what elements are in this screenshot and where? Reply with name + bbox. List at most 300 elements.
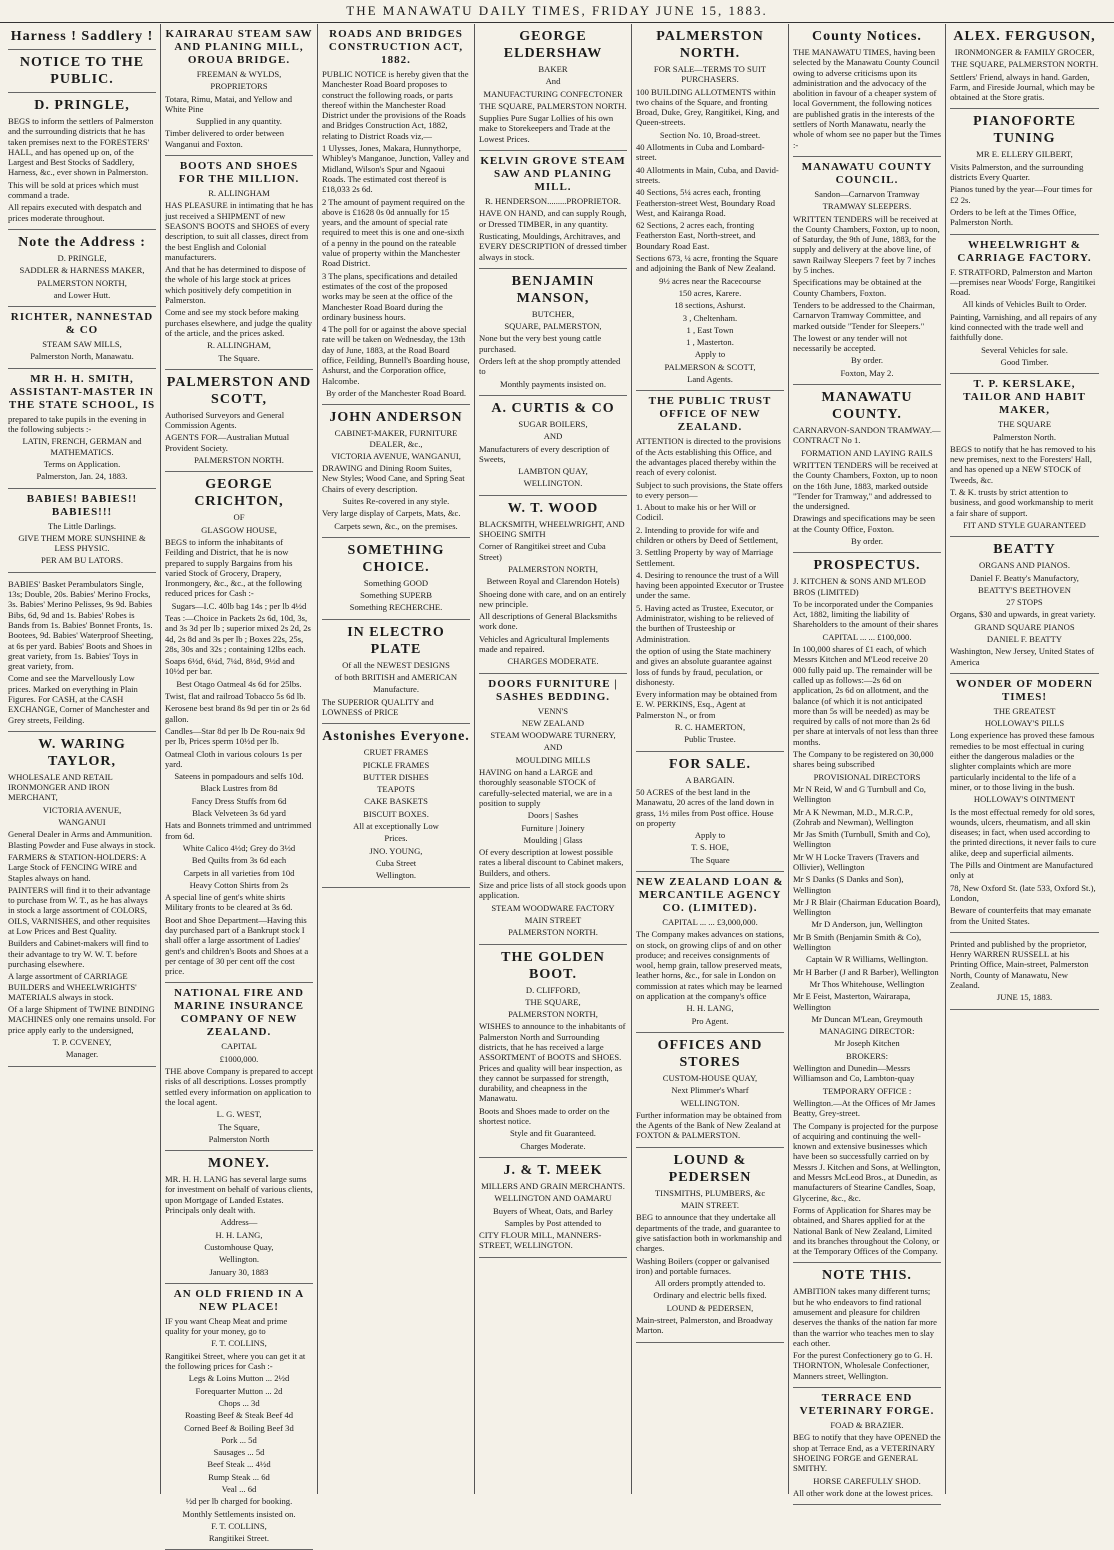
ad-line: Drawings and specifications may be seen at the County Office, Foxton.: [793, 513, 935, 534]
ad-line: SADDLER & HARNESS MAKER,: [19, 265, 145, 276]
ad-line: 62 Sections, 2 acres each, fronting Featherston East, North-street, and Boundary Road East.: [636, 220, 756, 251]
ad-line: 4. Desiring to renounce the trust of a Will having been appointed Executor or Trustee under the same.: [636, 569, 784, 601]
ad-heading: PALMERSTON AND SCOTT,: [166, 374, 312, 407]
advertisement: [8, 732, 156, 1067]
advertisement: [8, 489, 156, 573]
ad-line: SQUARE, PALMERSTON,: [504, 321, 602, 332]
ad-line: IF you want Cheap Meat and prime quality for your money, go to: [165, 1315, 288, 1337]
advertisement: [793, 385, 941, 553]
advertisement: [165, 24, 313, 156]
ad-heading: BENJAMIN MANSON,: [511, 273, 595, 306]
ad-line: Palmerston North: [208, 1133, 270, 1144]
ad-line: JUNE 15, 1883.: [996, 992, 1053, 1003]
ad-heading: OFFICES AND STORES: [657, 1037, 763, 1070]
ad-line: JNO. YOUNG,: [369, 845, 423, 856]
ad-heading: SOMETHING CHOICE.: [347, 542, 445, 575]
ad-line: Totara, Rimu, Matai, and Yellow and White Pine: [165, 93, 293, 114]
ad-heading: GEORGE ELDERSHAW: [503, 29, 603, 61]
ad-line: None but the very best young cattle purchased.: [479, 333, 602, 354]
ad-line: By order.: [851, 355, 883, 366]
ad-line: the option of using the State machinery and gives an absolute guarantee against loss of funds by fraud, peculation, or dishonesty.: [636, 645, 772, 687]
ad-line: BAKER: [538, 64, 568, 74]
ad-line: Palmerston North, Manawatu.: [30, 351, 134, 362]
ad-line: Sugars—I.C. 40lb bag 14s ; per lb 4½d: [171, 600, 307, 611]
ad-line: HAS PLEASURE in intimating that he has just received a SHIPMENT of new SEASON'S BOOTS and SHOES of every description, to suit all classes, direct from the best English and Colonial manufacturers.: [165, 200, 313, 262]
ad-heading: DOORS FURNITURE | SASHES BEDDING.: [488, 677, 618, 703]
advertisement: [950, 24, 1099, 109]
ad-line: Orders left at the shop promptly attended to: [479, 356, 621, 377]
ad-line: The Pills and Ointment are Manufactured only at: [950, 860, 1093, 881]
ad-line: Prices.: [384, 833, 408, 844]
ad-line: 1 , Masterton.: [686, 337, 734, 348]
ad-heading: NOTE THIS.: [822, 1268, 912, 1284]
ad-line: BABIES' Basket Perambulators Single, 13s; Double, 20s. Babies' Merino Frocks, 3s. Babies' Merino Pelisses, 9s 9d. Babies Bibs, 6d, 9d and 1s. Babies' Robes is Bands from 1s. Babies' Bonnet Fronts, 1s. Bootees, 9d. Babies' Waterproof Sheeting, at 6s per yard. Babies' Boots and Shoes in great variety, from 1s. Babies' Toys in great variety, from.: [8, 578, 154, 672]
ad-heading: ROADS AND BRIDGES CONSTRUCTION ACT, 1882.: [328, 28, 464, 66]
ad-line: Apply to: [694, 349, 726, 360]
ad-line: GRAND SQUARE PIANOS: [974, 621, 1075, 632]
ad-line: Main-street, Palmerston, and Broadway Marton.: [636, 1315, 773, 1336]
ad-line: All repairs executed with despatch and prices moderate throughout.: [8, 202, 142, 223]
ad-heading: THE GOLDEN BOOT.: [501, 949, 605, 982]
advertisement: [322, 538, 470, 620]
ad-heading: BOOTS AND SHOES FOR THE MILLION.: [178, 160, 300, 186]
ad-line: Section No. 10, Broad-street.: [659, 129, 761, 140]
advertisement: [636, 391, 784, 751]
ad-line: 40 Allotments in Main, Cuba, and David-streets.: [636, 164, 779, 185]
ad-line: 150 acres, Karere.: [678, 287, 742, 298]
ad-line: Samples by Post attended to: [504, 1217, 602, 1228]
ad-line: Chops ... 3d: [218, 1397, 260, 1408]
ad-line: Every information may be obtained from E. W. PERKINS, Esq., Agent at Palmerston N., or from: [636, 689, 778, 720]
ad-line: WRITTEN TENDERS will be received at the County Chambers, Foxton, up to noon, of Saturday, the 9th of June, 1883, for the supply and delivery at the above line, of sawn Railway Sleepers 7 feet by 7 inches by 5 inches.: [793, 213, 940, 276]
ad-line: HOLLOWAY'S OINTMENT: [973, 794, 1076, 805]
advertisement: [793, 24, 941, 157]
advertisement: [793, 553, 941, 1263]
advertisement: [793, 1263, 941, 1388]
ad-line: Mr W H Locke Travers (Travers and Ollivier), Wellington: [793, 851, 919, 872]
advertisement: [322, 405, 470, 538]
advertisement: [479, 674, 627, 945]
advertisement: [165, 1151, 313, 1284]
ad-line: Size and price lists of all stock goods upon application.: [479, 880, 627, 901]
ad-line: Washing Boilers (copper or galvanised iron) and portable furnaces.: [636, 1255, 770, 1276]
ad-line: Rusticating, Mouldings, Architraves, and EVERY DESCRIPTION of dressed timber always in stock.: [479, 230, 627, 262]
ad-line: £1000,000.: [219, 1053, 259, 1064]
ad-heading: FOR SALE.: [668, 756, 752, 772]
ad-line: Manufacturers of every description of Sweets,: [479, 443, 610, 464]
ad-heading: D. PRINGLE,: [34, 98, 130, 113]
ad-line: A BARGAIN.: [685, 774, 735, 785]
ad-line: T. & K. trusts by strict attention to business, and good workmanship to merit a fair share of support.: [950, 487, 1094, 518]
ad-line: Terms on Application.: [43, 458, 121, 469]
advertisement: [8, 50, 156, 93]
advertisement: [636, 1033, 784, 1148]
column-6: [789, 24, 946, 1498]
ad-line: This will be sold at prices which must command a trade.: [8, 179, 139, 201]
ad-line: PALMERSTON NORTH,: [508, 1009, 598, 1020]
ad-line: FARMERS & STATION-HOLDERS: A Large Stock of FENCING WIRE and Staples always on hand.: [8, 851, 146, 883]
ad-line: Mr Jas Smith (Turnbull, Smith and Co), Wellington: [793, 829, 931, 850]
ad-line: BLACKSMITH, WHEELWRIGHT, AND SHOEING SMITH: [479, 518, 625, 540]
advertisement: [479, 151, 627, 269]
ad-line: Timber delivered to order between Wanganui and Foxton.: [165, 128, 285, 149]
ad-line: Further information may be obtained from the Agents of the Bank of New Zealand at FOXTON & PALMERSTON.: [636, 1109, 782, 1141]
ad-line: Beef Steak ... 4½d: [207, 1459, 271, 1470]
ad-line: Rangitikei Street.: [208, 1533, 270, 1544]
ad-line: MOULDING MILLS: [515, 754, 591, 765]
ad-line: Forequarter Mutton ... 2d: [195, 1385, 283, 1396]
ad-line: ATTENTION is directed to the provisions of the Acts establishing this Office, and the advantages placed thereby within the reach of every colonist.: [636, 436, 781, 478]
ad-line: WELLINGTON.: [680, 1097, 740, 1108]
ad-line: All orders promptly attended to.: [654, 1278, 766, 1289]
ad-line: prepared to take pupils in the evening in the following subjects :-: [8, 413, 147, 435]
ad-line: Twist, flat and railroad Tobacco 5s 6d lb.: [165, 691, 306, 702]
ad-line: General Dealer in Arms and Ammunition. Blasting Powder and Fuse always in stock.: [8, 829, 156, 850]
ad-heading: KAIRARAU STEAM SAW AND PLANING MILL, OROUA BRIDGE.: [165, 28, 313, 66]
ad-heading: MANAWATU COUNTY COUNCIL.: [801, 160, 933, 186]
ad-line: Manufacture.: [372, 684, 420, 695]
advertisement: [636, 24, 784, 391]
ad-line: Forms of Application for Shares may be obtained, and Shares applied for at the National Bank of New Zealand, Limited and its branches throughout the Colony, or at the Temporary Offices of the Company.: [793, 1204, 940, 1257]
ad-line: HAVE ON HAND, and can supply Rough, or Dressed TIMBER, in any quantity.: [479, 208, 627, 229]
ad-line: Captain W R Williams, Wellington.: [806, 954, 928, 965]
ad-line: NEW ZEALAND: [521, 717, 585, 728]
ad-line: Legs & Loins Mutton ... 2½d: [188, 1373, 290, 1384]
ad-line: CAPITAL ... ... £100,000.: [822, 631, 912, 642]
ad-line: TEMPORARY OFFICE :: [822, 1085, 912, 1096]
ad-line: Buyers of Wheat, Oats, and Barley: [493, 1205, 613, 1216]
ad-line: Monthly Settlements insisted on.: [182, 1508, 296, 1519]
ad-heading: JOHN ANDERSON: [329, 410, 463, 426]
ad-line: Style and fit Guaranteed.: [510, 1128, 596, 1139]
ad-line: F. T. COLLINS,: [211, 1520, 267, 1531]
ad-heading: W. T. WOOD: [507, 500, 599, 516]
ad-line: PALMERSTON NORTH,: [37, 277, 127, 288]
advertisement: [479, 396, 627, 496]
ad-line: And that he has determined to dispose of the whole of his large stock at prices which positively defy competition in Palmerston.: [165, 264, 306, 306]
advertisement: [950, 537, 1099, 674]
ad-line: FIT AND STYLE GUARANTEED: [963, 519, 1086, 530]
ad-line: Apply to: [694, 830, 726, 841]
ad-line: FREEMAN & WYLDS,: [196, 69, 282, 79]
ad-line: Visits Palmerston, and the surrounding districts Every Quarter.: [950, 161, 1084, 183]
ad-line: Fancy Dress Stuffs from 6d: [191, 795, 287, 806]
ad-heading: Astonishes Everyone.: [322, 729, 470, 745]
advertisement: [793, 157, 941, 385]
ad-line: CHARGES MODERATE.: [507, 656, 599, 667]
ad-line: Organs, $30 and upwards, in great variety.: [950, 609, 1096, 620]
advertisement: [165, 370, 313, 472]
ad-line: Specifications may be obtained at the County Chambers, Foxton.: [793, 277, 922, 298]
ad-line: The Company makes advances on stations, on stock, on growing clips of and on other produce; and receives consignments of wool, hemp grain, tallow preserved meats, leather horns, &c., for sale in London on commission at rates which may be learned on application at the company's office: [636, 929, 784, 1002]
ad-line: PICKLE FRAMES: [362, 759, 430, 770]
ad-line: Long experience has proved these famous remedies to be most effectual in curing either the dangerous maladies or the slighter complaints which are more particularly incidental to the life of a miner, or to those living in the bush.: [950, 730, 1095, 792]
ad-line: WRITTEN TENDERS will be received at the County Chambers, Foxton, up to noon on the 16th June, 1883, marked outside "Tender for Tramway," and addressed to the undersigned.: [793, 459, 938, 512]
ad-line: Soaps 6½d, 6¼d, 7¼d, 8½d, 9½d and 10½d per bar.: [165, 656, 295, 677]
ad-line: 27 STOPS: [1006, 597, 1043, 608]
ad-line: Printed and published by the proprietor, Henry WARREN RUSSELL at his Printing Office, Main-street, Palmerston North, County of Manawatu, New Zealand.: [950, 938, 1089, 990]
ad-line: OF: [233, 512, 245, 523]
ad-line: The Little Darlings.: [47, 520, 117, 531]
ad-line: Roasting Beef & Steak Beef 4d: [184, 1410, 294, 1421]
column-4: [475, 24, 632, 1494]
ad-line: F. STRATFORD, Palmerston and Marton—premises near Woods' Forge, Rangitikei Road.: [950, 266, 1096, 298]
advertisement: [793, 1388, 941, 1505]
ad-line: Mr Duncan M'Lean, Greymouth: [811, 1013, 923, 1024]
ad-line: To be incorporated under the Companies Act, 1882, limiting the liability of Shareholders to the amount of their shares: [793, 598, 939, 630]
ad-line: Manager.: [65, 1049, 99, 1060]
ad-line: Doors | Sashes: [527, 810, 579, 821]
ad-line: Customhouse Quay,: [204, 1241, 274, 1252]
ad-line: Something GOOD: [363, 577, 429, 588]
ad-line: CAPITAL ... ... £3,000,000.: [662, 917, 758, 927]
ad-line: Of all the NEWEST DESIGNS: [342, 659, 450, 670]
ad-heading: J. & T. MEEK: [503, 1162, 603, 1178]
ad-line: R. C. HAMERTON,: [674, 722, 746, 733]
ad-line: T. S. HOE,: [691, 842, 729, 853]
ad-line: GIVE THEM MORE SUNSHINE & LESS PHYSIC.: [18, 532, 146, 554]
ad-line: MAIN STREET.: [680, 1200, 740, 1211]
ad-line: PAINTERS will find it to their advantage to purchase from W. T., as he has always in stock a large assortment of COLORS, OILS, VARNISHES, and other requisites at Low Prices and Best Quality.: [8, 884, 151, 937]
ad-heading: WONDER OF MODERN TIMES!: [955, 677, 1094, 703]
ad-line: STEAM SAW MILLS,: [42, 339, 122, 350]
ad-line: R. ALLINGHAM: [208, 188, 270, 199]
ad-heading: AN OLD FRIEND IN A NEW PLACE!: [173, 1287, 305, 1313]
advertisement: [8, 573, 156, 732]
ad-line: WHOLESALE AND RETAIL IRONMONGER AND IRON MERCHANT,: [8, 771, 113, 803]
ad-line: Supplies Pure Sugar Lollies of his own make to Storekeepers and Trade at the Lowest Prices.: [479, 113, 614, 144]
ad-heading: BABIES! BABIES!! BABIES!!!: [26, 492, 138, 518]
advertisement: [8, 230, 156, 307]
ad-heading: Note the Address :: [18, 234, 146, 250]
ad-line: Shoeing done with care, and on an entirely new principle.: [479, 588, 627, 609]
advertisement: [165, 156, 313, 370]
ad-line: Ordinary and electric bells fixed.: [653, 1290, 767, 1301]
ad-line: Moulding | Glass: [523, 834, 583, 845]
ad-line: 5. Having acted as Trustee, Executor, or Administrator, wishing to be relieved of the burthen of Trusteeship or Administration.: [636, 602, 774, 644]
ad-line: Orders to be left at the Times Office, Palmerston North.: [950, 206, 1077, 228]
ad-line: DRAWING and Dining Room Suites, New Styles; Wood Cane, and Spring Seat Chairs of every description.: [322, 463, 465, 494]
advertisement: [479, 1158, 627, 1258]
ad-line: PALMERSTON NORTH.: [194, 455, 284, 466]
ad-heading: MANAWATU COUNTY.: [821, 390, 913, 423]
ad-line: PALMERSTON NORTH.: [508, 927, 598, 938]
ad-line: Next Plimmer's Wharf: [671, 1085, 749, 1096]
ad-line: PROVISIONAL DIRECTORS: [813, 771, 921, 782]
ad-line: Pianos tuned by the year—Four times for £2 2s.: [950, 184, 1093, 205]
ad-line: AGENTS FOR—Australian Mutual Provident Society.: [165, 432, 290, 453]
ad-heading: NOTICE TO THE PUBLIC.: [19, 55, 145, 87]
ad-line: VENN'S: [537, 705, 569, 716]
ad-line: The Company to be registered on 30,000 shares being subscribed: [793, 749, 934, 770]
ad-line: CAKE BASKETS: [364, 796, 428, 807]
ad-line: PER AM BU LATORS.: [41, 555, 123, 566]
ad-line: PUBLIC NOTICE is hereby given that the Manchester Road Board proposes to construct the following roads, or parts thereof within the Manchester Road District under the provisions of the Roads and Bridges Construction Act, 1882, relating to District Roads viz,—: [322, 69, 469, 141]
ad-line: 9½ acres near the Racecourse: [659, 275, 761, 286]
ad-line: Palmerston North.: [992, 431, 1056, 442]
ad-line: By order.: [851, 535, 883, 546]
ad-line: Something RECHERCHE.: [349, 602, 443, 613]
ad-line: Settlers' Friend, always in hand. Garden, Farm, and Fireside Journal, which may be obtained at the Store gratis.: [950, 71, 1095, 103]
newspaper-columns: [4, 24, 1110, 1544]
advertisement: [636, 1148, 784, 1343]
ad-line: THE SQUARE,: [525, 996, 581, 1007]
ad-heading: PIANOFORTE TUNING: [973, 114, 1076, 147]
ad-line: MANAGING DIRECTOR:: [819, 1026, 915, 1037]
ad-line: Builders and Cabinet-makers will find to their advantage to try W. W. T. before purchasing elsewhere.: [8, 938, 149, 969]
ad-line: 100 BUILDING ALLOTMENTS within two chains of the Square, and fronting Broad, Duke, Grey, Rangitikei, King, and Queen-streets.: [636, 86, 780, 128]
ad-line: 40 Allotments in Cuba and Lombard-street.: [636, 142, 765, 163]
ad-line: Supplied in any quantity.: [196, 116, 282, 127]
ad-line: Mr E Feist, Masterton, Wairarapa, Wellington: [793, 991, 911, 1012]
masthead: THE MANAWATU DAILY TIMES, FRIDAY JUNE 15, 1883.: [0, 0, 1114, 23]
advertisement: [8, 369, 156, 489]
ad-line: 2. Intending to provide for wife and children or others by Deed of Settlement,: [636, 524, 778, 545]
ad-line: CABINET-MAKER, FURNITURE DEALER, &c.,: [334, 428, 458, 449]
ad-line: LOUND & PEDERSEN,: [666, 1302, 754, 1313]
ad-heading: GEORGE CRICHTON,: [194, 477, 284, 510]
ad-heading: NATIONAL FIRE AND MARINE INSURANCE COMPANY OF NEW ZEALAND.: [174, 987, 304, 1039]
column-3: [318, 24, 475, 1494]
ad-line: Sections 673, ¼ acre, fronting the Square and adjoining the Bank of New Zealand.: [636, 253, 778, 274]
ad-line: All at exceptionally Low: [353, 821, 439, 832]
ad-line: Sateens in pompadours and selfs 10d.: [174, 771, 304, 782]
ad-line: Black Velveteen 3s 6d yard: [192, 808, 286, 819]
ad-line: All other work done at the lowest prices.: [793, 1487, 933, 1498]
ad-line: Come and see the Marvellously Low prices. Marked on everything in Plain Figures. For CASH, at the CASH EXCHANGE, Corner of Manchester and Grey streets, Feilding.: [8, 673, 150, 725]
ad-line: Corner of Rangitikei street and Cuba Street): [479, 541, 606, 562]
ad-line: 1. About to make his or her Will or Codicil.: [636, 502, 757, 523]
ad-line: Land Agents.: [687, 374, 733, 385]
ad-line: THE SQUARE: [997, 419, 1052, 430]
ad-line: CITY FLOUR MILL, MANNERS-STREET, WELLINGTON.: [479, 1230, 602, 1251]
ad-line: IRONMONGER & FAMILY GROCER,: [954, 47, 1095, 57]
ad-line: Of a large Shipment of TWINE BINDING MACHINES only one remains unsold. For price apply early to the undersigned,: [8, 1004, 156, 1035]
ad-line: AND: [543, 742, 563, 753]
ad-line: MANUFACTURING CONFECTONER: [483, 88, 623, 99]
ad-line: Corned Beef & Boiling Beef 3d: [184, 1422, 294, 1433]
ad-line: TINSMITHS, PLUMBERS, &c: [654, 1187, 766, 1198]
ad-line: Several Vehicles for sale.: [981, 344, 1068, 355]
ad-line: Mr N Reid, W and G Turnbull and Co, Wellington: [793, 783, 926, 805]
ad-heading: W. WARING TAYLOR,: [38, 736, 126, 769]
ad-line: LAMBTON QUAY,: [518, 466, 588, 477]
ad-heading: KELVIN GROVE STEAM SAW AND PLANING MILL.: [480, 155, 626, 194]
ad-line: BUTCHER,: [531, 308, 575, 319]
advertisement: [479, 269, 627, 396]
ad-line: Come and see my stock before making purchases elsewhere, and judge the quality of the article, and the prices asked.: [165, 307, 312, 338]
ad-line: Carpets in all varieties from 10d: [183, 867, 295, 878]
ad-line: In 100,000 shares of £1 each, of which Messrs Kitchen and M'Leod receive 20 000 fully paid up. The remainder will be called up as follows:—2s 6d on application, 2s 6d on allotment, and the balance (of which it is not anticipated more than 5s will be needed) as may be required by calls of not more than 2s 6d per share at intervals of not less than three months.: [793, 644, 939, 747]
ad-line: A large assortment of CARRIAGE BUILDERS and WHEELWRIGHTS' MATERIALS always in stock.: [8, 971, 137, 1002]
ad-line: Cuba Street: [375, 857, 417, 868]
ad-line: PALMERSTON NORTH,: [508, 563, 598, 574]
ad-line: Boot and Shoe Department—Having this day purchased part of a Bankrupt stock I shall offer a large assortment of Ladies' gent's and children's Boots and Shoes at a per centage of 30 per cent off the cost price.: [165, 914, 309, 977]
ad-heading: BEATTY: [993, 542, 1056, 558]
ad-line: 78, New Oxford St. (late 533, Oxford St.), London,: [950, 882, 1096, 903]
advertisement: [479, 496, 627, 674]
ad-line: Veal ... 6d: [221, 1483, 257, 1494]
ad-line: FOR SALE—TERMS TO SUIT PURCHASERS.: [653, 64, 767, 85]
ad-line: SUGAR BOILERS,: [518, 418, 588, 429]
ad-line: BEATTY'S BEETHOVEN: [978, 584, 1071, 595]
ad-line: J. KITCHEN & SONS AND M'LEOD BROS (LIMITED): [793, 576, 926, 597]
ad-line: THE SQUARE, PALMERSTON NORTH.: [950, 59, 1099, 70]
column-5: [632, 24, 789, 1494]
advertisement: [8, 93, 156, 230]
ad-line: Mr B Smith (Benjamin Smith & Co), Wellington: [793, 931, 922, 953]
ad-line: January 30, 1883: [209, 1266, 269, 1277]
ad-line: Tenders to be addressed to the Chairman, Carnarvon Tramway Committee, and marked outside "Tender for Sleepers.": [793, 299, 935, 331]
ad-line: Foxton, May 2.: [840, 367, 894, 378]
ad-line: The Square: [690, 854, 730, 865]
ad-line: FORMATION AND LAYING RAILS: [801, 447, 933, 458]
ad-line: and Lower Hutt.: [53, 289, 111, 300]
ad-line: Vehicles and Agricultural Implements made and repaired.: [479, 633, 610, 654]
ad-line: WISHES to announce to the inhabitants of Palmerston North and Surrounding districts, that he has received a large ASSORTMENT of BOOTS and SHOES. Prices and quality will bear inspection, as they cannot be surpassed for strength, durability, and cheapness in the Manawatu.: [479, 1021, 626, 1104]
advertisement: [950, 374, 1099, 537]
ad-line: WANGANUI: [58, 817, 106, 828]
ad-line: Sandon—Carnarvon Tramway: [814, 188, 920, 199]
ad-line: L. G. WEST,: [216, 1109, 262, 1120]
ad-line: Mr D Anderson, jun, Wellington: [811, 919, 923, 930]
advertisement: [479, 945, 627, 1158]
advertisement: [165, 472, 313, 983]
ad-line: MR. H. H. LANG has several large sums for investment on behalf of various clients, upon Mortgage of Landed Estates. Principals only dealt with.: [165, 1174, 313, 1216]
ad-line: BEGS to inform the settlers of Palmerston and the surrounding districts that he has taken premises next to the FORESTERS' HALL, and has opened up on, of the Largest and Best Stocks of Saddlery, Harness, &c., ever shown in Palmerston.: [8, 116, 154, 178]
ad-line: Monthly payments insisted on.: [500, 378, 606, 389]
column-2: [161, 24, 318, 1544]
ad-line: Is the most effectual remedy for old sores, wounds, ulcers, rheumatism, and all skin diseases; in fact, when used according to the printed directions, it never fails to cure alike, deep and superficial ailments.: [950, 806, 1097, 858]
advertisement: [950, 674, 1099, 933]
ad-line: The lowest or any tender will not necessarily be accepted.: [793, 332, 908, 354]
ad-line: Pro Agent.: [691, 1015, 729, 1026]
ad-line: 50 ACRES of the best land in the Manawatu, 20 acres of the land down in grass, 1½ miles from Post office. House on property: [636, 786, 774, 828]
ad-line: Candles—Star 8d per lb De Rou-naix 9d per lb, Prices sperm 10½d per lb.: [165, 725, 305, 747]
ad-line: All kinds of Vehicles Built to Order.: [962, 299, 1087, 310]
ad-line: Painting, Varnishing, and all repairs of any kind connected with the trade well and faithfully done.: [950, 311, 1097, 343]
ad-line: LATIN, FRENCH, GERMAN and MATHEMATICS.: [22, 436, 142, 457]
ad-line: All descriptions of General Blacksmiths work done.: [479, 611, 617, 632]
ad-line: R. ALLINGHAM,: [207, 340, 271, 351]
ad-line: MR E. ELLERY GILBERT,: [976, 149, 1073, 160]
ad-line: TRAMWAY SLEEPERS.: [822, 201, 912, 212]
ad-line: H. H. LANG,: [215, 1229, 263, 1240]
ad-line: Authorised Surveyors and General Commission Agents.: [165, 409, 285, 431]
ad-line: Mr J R Blair (Chairman Education Board), Wellington: [793, 896, 941, 918]
ad-line: FOAD & BRAZIER.: [830, 1420, 904, 1431]
ad-line: Between Royal and Clarendon Hotels): [486, 576, 620, 587]
ad-line: THE SQUARE, PALMERSTON NORTH.: [479, 100, 627, 111]
ad-line: Daniel F. Beatty's Manufactory,: [970, 572, 1079, 583]
advertisement: [950, 933, 1099, 1010]
ad-line: Palmerston, Jan. 24, 1883.: [36, 471, 128, 482]
advertisement: [950, 235, 1099, 375]
ad-line: Beware of counterfeits that may emanate from the United States.: [950, 905, 1092, 926]
ad-heading: A. CURTIS & CO: [491, 400, 615, 416]
ad-line: 4 The poll for or against the above special rate will be taken on Wednesday, the 13th day of June, 1883, at the Road Board office, Feilding, Bunnell's Boarding house, Ashurst, and the Corporation office, Halcombe.: [322, 324, 470, 386]
ad-line: HOLLOWAY'S PILLS: [984, 718, 1065, 729]
ad-line: Wellington.—At the Offices of Mr James Beatty, Grey-street.: [793, 1097, 936, 1119]
ad-line: CAPITAL: [221, 1041, 257, 1052]
ad-line: R. HENDERSON.........PROPRIETOR.: [485, 196, 621, 207]
ad-line: BUTTER DISHES: [363, 771, 429, 782]
ad-line: Charges Moderate.: [520, 1140, 586, 1151]
ad-line: Address—: [220, 1217, 258, 1228]
ad-heading: PALMERSTON NORTH.: [656, 29, 764, 61]
ad-line: 3. Settling Property by way of Marriage Settlement.: [636, 547, 774, 568]
ad-heading: ALEX. FERGUSON,: [953, 29, 1096, 44]
